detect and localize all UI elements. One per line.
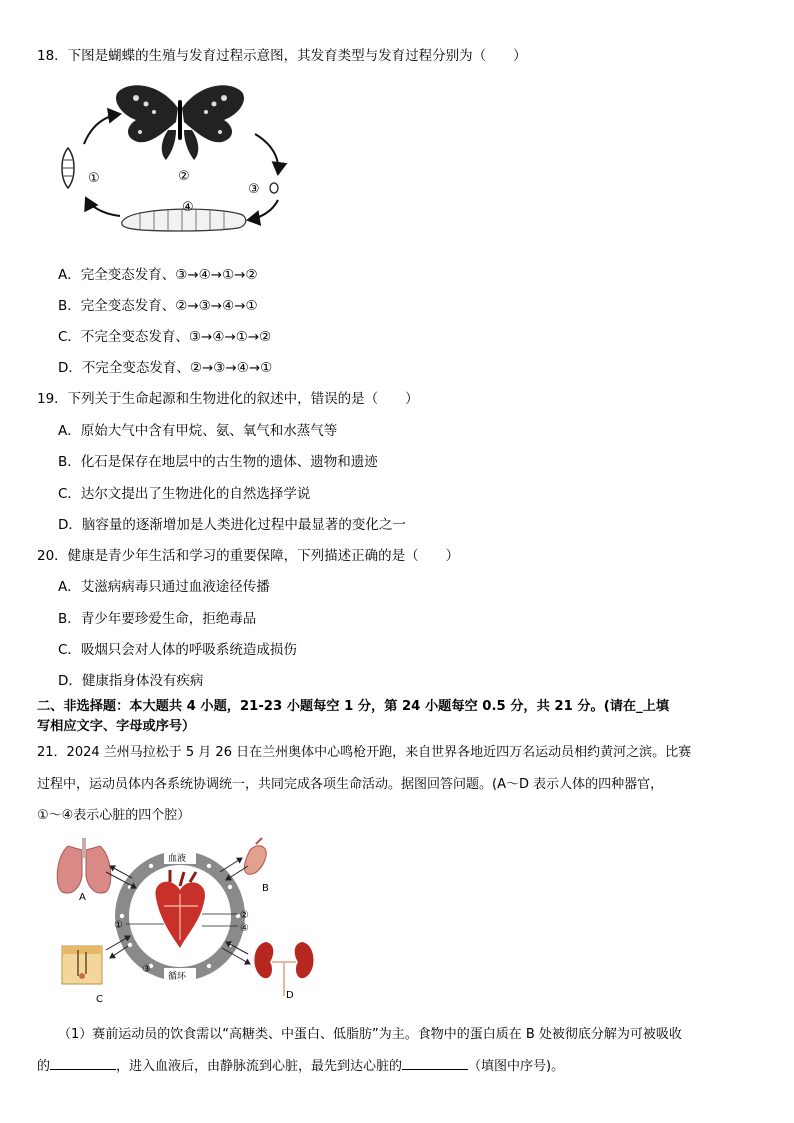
skin-icon (62, 946, 102, 984)
q21-sub1-text-a: 的 (37, 1059, 51, 1074)
kidney-icon (254, 942, 313, 996)
q18-stem: 18．下图是蝴蝶的生殖与发育过程示意图，其发育类型与发育过程分别为（ ） (37, 48, 527, 64)
organ-label-d: D (286, 990, 294, 1001)
chamber-label-1: ① (114, 920, 123, 931)
lung-icon (57, 838, 111, 893)
chamber-label-2: ② (240, 910, 249, 921)
q19-option-c: C．达尔文提出了生物进化的自然选择学说 (58, 486, 311, 502)
q21-sub1-line1: （1）赛前运动员的饮食需以“高糖类、中蛋白、低脂肪”为主。食物中的蛋白质在 B 处被彻底分解为可被吸收 (58, 1027, 682, 1042)
heart-icon (155, 870, 205, 948)
q18-option-d: D．不完全变态发育、②→③→④→① (58, 360, 273, 376)
q21-sub1-text-b: ，进入血液后，由静脉流到心脏，最先到达心脏的 (116, 1059, 403, 1074)
answer-blank-2[interactable] (402, 1057, 468, 1070)
q21-sub1-text-c: （填图中序号)。 (468, 1059, 565, 1074)
q19-option-d: D．脑容量的逐渐增加是人类进化过程中最显著的变化之一 (58, 517, 406, 533)
ring-label-top: 血液 (168, 854, 187, 864)
pupa-icon (62, 148, 74, 188)
butterfly-icon (116, 85, 244, 160)
stage-label-2: ② (178, 169, 190, 184)
stage-label-3: ③ (248, 182, 260, 197)
q21-intro-line2: 过程中，运动员体内各系统协调统一，共同完成各项生命活动。据图回答问题。(A～D 表示人体的四种器官， (37, 777, 664, 792)
q19-option-b: B．化石是保存在地层中的古生物的遗体、遗物和遗迹 (58, 454, 378, 470)
q19-stem: 19．下列关于生命起源和生物进化的叙述中，错误的是（ ） (37, 391, 419, 407)
chamber-label-4: ④ (240, 923, 249, 934)
q20-option-a: A．艾滋病病毒只通过血液途径传播 (58, 579, 270, 595)
q21-sub1-line2 (37, 1055, 564, 1074)
circulation-diagram (52, 836, 332, 1004)
organ-label-b: B (262, 883, 269, 894)
q20-option-d: D．健康指身体没有疾病 (58, 673, 204, 689)
q20-option-c: C．吸烟只会对人体的呼吸系统造成损伤 (58, 642, 297, 658)
q18-option-b: B．完全变态发育、②→③→④→① (58, 298, 258, 314)
q18-option-c: C．不完全变态发育、③→④→①→② (58, 329, 272, 345)
chamber-label-3: ③ (142, 964, 151, 975)
egg-icon (270, 183, 278, 193)
ring-label-bottom: 循环 (168, 972, 187, 982)
organ-label-c: C (96, 994, 103, 1004)
digestive-organ-icon (244, 838, 266, 874)
q21-intro-line1: 21．2024 兰州马拉松于 5 月 26 日在兰州奥体中心鸣枪开跑，来自世界各地近四万名运动员相约黄河之滨。比赛 (37, 745, 692, 760)
q18-option-a: A．完全变态发育、③→④→①→② (58, 267, 258, 283)
q21-intro-line3: ①～④表示心脏的四个腔） (37, 808, 191, 823)
q20-option-b: B．青少年要珍爱生命，拒绝毒品 (58, 611, 257, 627)
stage-label-1: ① (88, 171, 100, 186)
organ-label-a: A (79, 892, 86, 903)
answer-blank-1[interactable] (50, 1057, 116, 1070)
q20-stem: 20．健康是青少年生活和学习的重要保障，下列描述正确的是（ ） (37, 548, 460, 564)
stage-label-4: ④ (182, 200, 194, 215)
section2-heading-line2: 写相应文字、字母或序号） (37, 719, 196, 734)
butterfly-lifecycle-diagram (50, 78, 290, 243)
section2-heading-line1: 二、非选择题：本大题共 4 小题，21-23 小题每空 1 分，第 24 小题每空 0.5 分，共 21 分。(请在_上填 (37, 699, 670, 714)
q19-option-a: A．原始大气中含有甲烷、氨、氧气和水蒸气等 (58, 423, 338, 439)
